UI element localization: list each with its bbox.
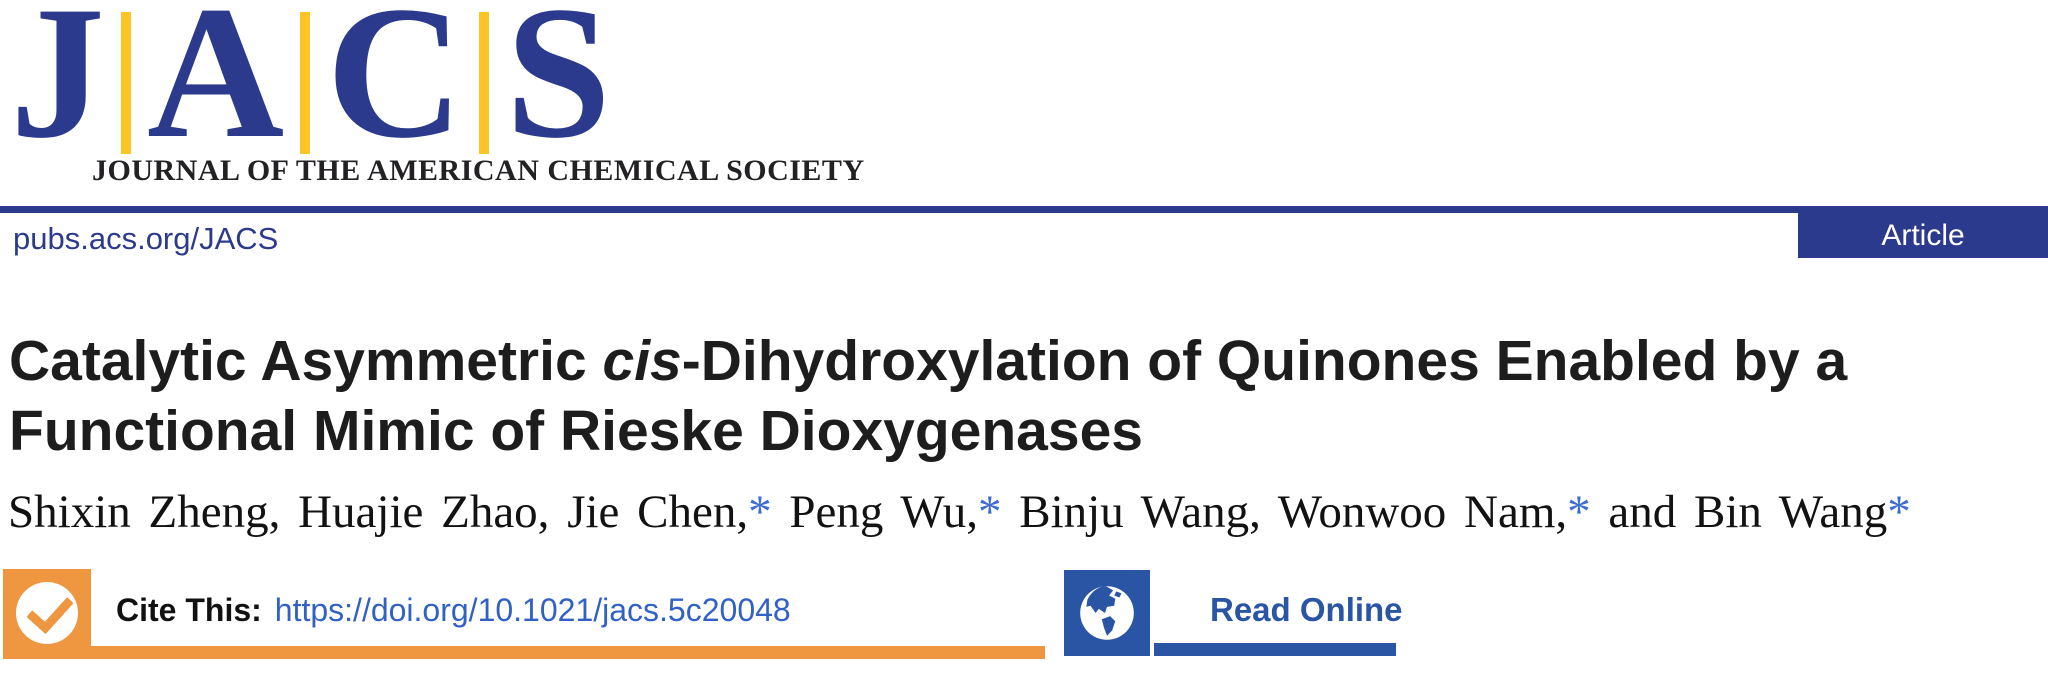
gold-divider-bar	[479, 12, 489, 154]
author-name: and Bin Wang	[1608, 486, 1888, 538]
corresponding-author-asterisk: *	[748, 486, 772, 538]
masthead-divider-rule	[0, 206, 2048, 213]
journal-name: JOURNAL OF THE AMERICAN CHEMICAL SOCIETY	[92, 154, 865, 187]
corresponding-author-asterisk: *	[1567, 486, 1591, 538]
author	[1278, 486, 1591, 538]
article-title	[9, 326, 1847, 466]
author	[567, 486, 771, 538]
logo-letter-a: A	[147, 0, 285, 178]
author-name: Jie Chen,	[567, 486, 749, 538]
author-list	[8, 484, 1911, 540]
globe-icon[interactable]	[1064, 570, 1150, 656]
logo-letter-c: C	[326, 0, 464, 178]
author	[8, 486, 280, 538]
author-name: Huajie Zhao,	[298, 486, 550, 538]
journal-url-link[interactable]: pubs.acs.org/JACS	[13, 221, 279, 256]
author	[789, 486, 1001, 538]
author-name: Peng Wu,	[789, 486, 978, 538]
author	[298, 486, 549, 538]
logo-letter-s: S	[505, 0, 612, 178]
check-circle-icon	[16, 582, 78, 644]
cite-this-label: Cite This:	[116, 591, 262, 628]
logo-letter-j: J	[10, 0, 105, 178]
jacs-logo	[10, 0, 612, 178]
corresponding-author-asterisk: *	[978, 486, 1002, 538]
author-name: Shixin Zheng,	[8, 486, 281, 538]
article-title-line-1	[9, 326, 1847, 396]
article-title-line-2: Functional Mimic of Rieske Dioxygenases	[9, 399, 1143, 463]
author-name: Wonwoo Nam,	[1277, 486, 1568, 538]
gold-divider-bar	[121, 12, 131, 154]
check-icon	[3, 569, 91, 659]
cite-underline-bar	[90, 646, 1045, 659]
title-italic-cis: cis	[602, 329, 682, 393]
read-online-underline-bar	[1154, 643, 1396, 656]
author	[1608, 486, 1910, 538]
author-name: Binju Wang,	[1019, 486, 1261, 538]
title-part: -Dihydroxylation of Quinones Enabled by a	[681, 329, 1848, 393]
read-online-link[interactable]: Read Online	[1210, 591, 1403, 628]
doi-link[interactable]: https://doi.org/10.1021/jacs.5c20048	[274, 591, 791, 628]
corresponding-author-asterisk: *	[1887, 486, 1911, 538]
article-type-badge: Article	[1798, 213, 2048, 258]
gold-divider-bar	[300, 12, 310, 154]
title-part: Catalytic Asymmetric	[9, 329, 603, 393]
author	[1019, 486, 1261, 538]
